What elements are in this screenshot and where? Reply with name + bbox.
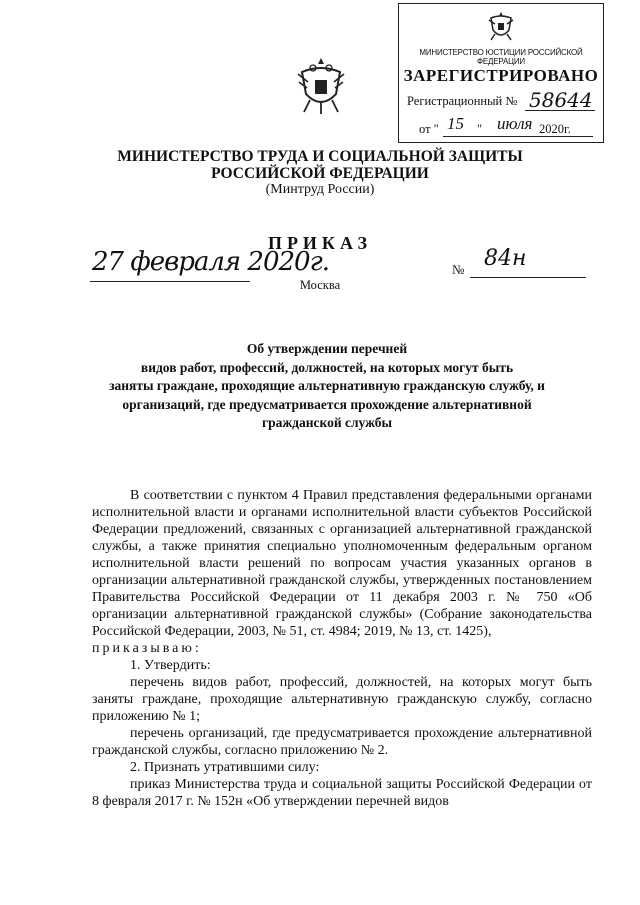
document-title-line4: организаций, где предусматривается прохождение альтернативной [122,396,532,412]
registration-stamp [398,3,604,143]
body-item-2a: приказ Министерства труда и социальной защиты Российской Федерации от 8 февраля 2017 г. № 152н «Об утверждении перечней видов [92,777,592,809]
order-number-label: № [452,262,465,277]
document-body [92,487,592,810]
stamp-number: 58644 [529,88,593,112]
ministry-title-line2: РОССИЙСКОЙ ФЕДЕРАЦИИ [211,165,429,182]
stamp-date-underline [443,136,593,137]
document-title-line2: видов работ, профессий, должностей, на которых могут быть [140,359,514,375]
stamp-date-quote: " [477,122,483,136]
document-title [90,340,564,433]
ministry-title-line1: МИНИСТЕРСТВО ТРУДА И СОЦИАЛЬНОЙ ЗАЩИТЫ [117,148,523,165]
body-paragraph-preamble: В соответствии с пунктом 4 Правил представления федеральными органами исполнительной власти и органами исполнительной власти субъектов Российской Федерации предложений, связанных с организацией альтернативной гражданской службы, а также принятия специально уполномоченным федеральным органом исполнительной власти решений по вопросам участия указанных органов в организации альтернативной гражданской службы, утвержденных постановлением Правительства Российской Федерации от 11 декабря 2003 г. № 750 «Об организации альтернативной гражданской службы» (Собрание законодательства Российской Федерации, 2003, № 51, ст. 4984; 2019, № 13, ст. 1425), [92,488,592,639]
document-title-line3: заняты граждане, проходящие альтернативную гражданскую службу, и [109,378,545,393]
stamp-ministry: МИНИСТЕРСТВО ЮСТИЦИИ РОССИЙСКОЙ ФЕДЕРАЦИИ [419,48,583,66]
stamp-date-prefix: от " [419,122,439,136]
order-title: ПРИКАЗ [267,233,373,253]
stamp-registered: ЗАРЕГИСТРИРОВАНО [403,66,599,85]
order-number: 84н [484,246,527,271]
stamp-number-underline [525,110,595,111]
stamp-date-month: июля [497,114,533,133]
coat-of-arms-icon [487,10,515,44]
document-title-line5: гражданской службы [261,415,393,430]
stamp-date-day: 15 [447,114,464,133]
body-item-1b: перечень организаций, где предусматривается прохождение альтернативной гражданской службы, согласно приложению № 2. [92,726,592,758]
document-title-line1: Об утверждении перечней [246,341,408,356]
ministry-title [0,148,640,182]
body-order-word: приказываю: [92,641,202,656]
body-item-2: 2. Признать утратившими силу: [130,760,320,775]
order-date: 27 февраля 2020г. [92,247,329,277]
coat-of-arms-icon [296,56,346,118]
stamp-number-label: Регистрационный № [407,94,518,108]
body-item-1a: перечень видов работ, профессий, должностей, на которых могут быть заняты граждане, проходящие альтернативную гражданскую службу, согласно приложению № 1; [92,675,592,724]
ministry-short-name: (Минтруд России) [265,182,375,197]
stamp-date-year: 2020г. [539,122,571,136]
body-item-1: 1. Утвердить: [130,658,211,673]
order-city: Москва [299,278,341,292]
